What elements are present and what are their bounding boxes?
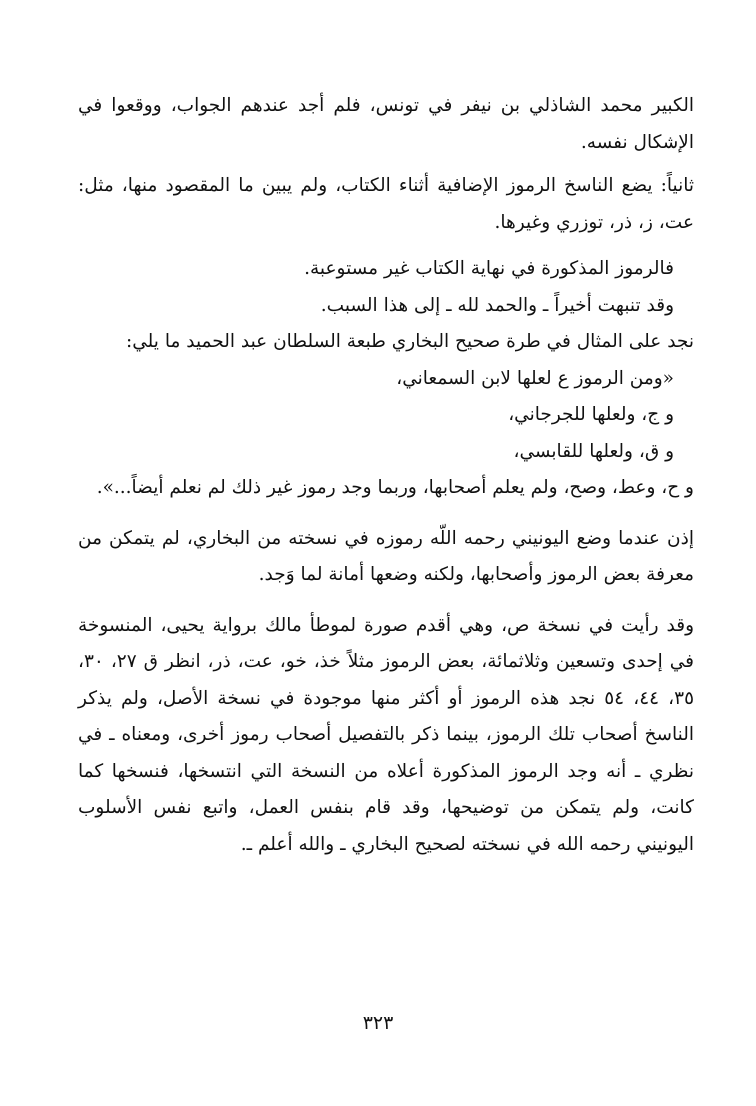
paragraph-secondly: ثانياً: يضع الناسخ الرموز الإضافية أثناء الكتاب، ولم يبين ما المقصود منها، مثل: عت، ز، ذر، توزري وغيرها. [78, 175, 694, 233]
page-number: ٣٢٣ [362, 1012, 394, 1034]
quote-line-2: و ج، ولعلها للجرجاني، [508, 404, 674, 425]
quote-line-3: و ق، ولعلها للقابسي، [513, 440, 674, 462]
paragraph-muwatta-copy: وقد رأيت في نسخة ص، وهي أقدم صورة لموطأ مالك برواية يحيى، المنسوخة في إحدى وتسعين وثلاثمائة، بعض الرموز مثلاً خذ، خو، عت، ذر، انظر ق ٢٧، ٣٠، ٣٥، ٤٤، ٥٤ نجد هذه الرموز أو أكثر منها موجودة في نسخة الأصل، ولم يذكر الناسخ أصحاب تلك الرموز، بينما ذكر بالتفصيل أصحاب رموز أخرى، ومعناه ـ في نظري ـ أنه وجد الرموز المذكورة أعلاه من النسخة التي انتسخها، فنسخها كما كانت، ولم يتمكن من توضيحها، وقد قام بنفس العمل، واتبع نفس الأسلوب اليونيني رحمه الله في نسخته لصحيح البخاري ـ والله أعلم ـ. [78, 614, 695, 855]
quote-line-1: «ومن الرموز ع لعلها لابن السمعاني، [396, 367, 674, 389]
quote-line-4: و ح، وعط، وصح، ولم يعلم أصحابها، وربما وجد رموز غير ذلك لم نعلم أيضاً...». [96, 477, 694, 498]
page-body [78, 88, 694, 863]
paragraph-realized-cause: وقد تنبهت أخيراً ـ والحمد لله ـ إلى هذا السبب. [320, 294, 674, 316]
paragraph-yunini: إذن عندما وضع اليونيني رحمه اللّه رموزه في نسخته من البخاري، لم يتمكن من معرفة بعض الرموز وأصحابها، ولكنه وضعها أمانة لما وَجد. [78, 527, 694, 585]
paragraph-symbols-incomplete: فالرموز المذكورة في نهاية الكتاب غير مستوعبة. [304, 258, 674, 279]
paragraph-continuation: الكبير محمد الشاذلي بن نيفر في تونس، فلم أجد عندهم الجواب، ووقعوا في الإشكال نفسه. [78, 95, 694, 153]
paragraph-example-bukhari: نجد على المثال في طرة صحيح البخاري طبعة السلطان عبد الحميد ما يلي: [126, 331, 694, 352]
